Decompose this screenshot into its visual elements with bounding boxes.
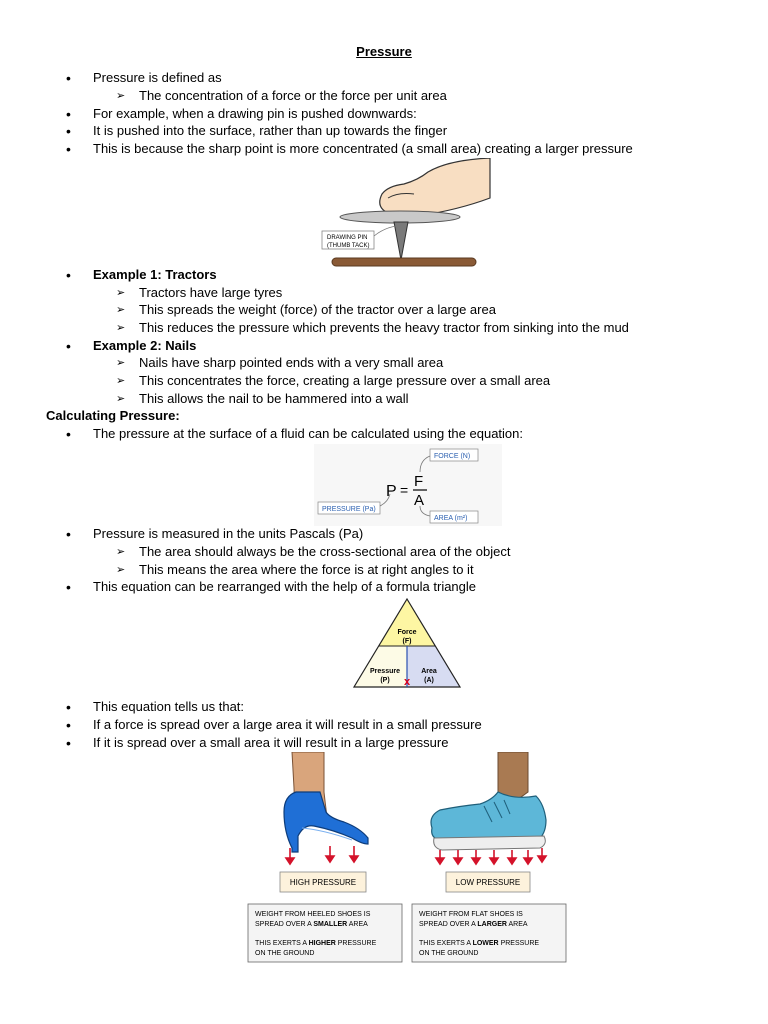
calc-equation-text: The pressure at the surface of a fluid can be calculated using the equation: [93,426,523,441]
left-box-line2: SPREAD OVER A SMALLER AREA [255,921,368,928]
arrow-bullet: ➢ [116,357,126,369]
left-box-line4: ON THE GROUND [255,950,315,957]
example1-item: This reduces the pressure which prevents the heavy tractor from sinking into the mud [139,320,629,335]
conclusion-small-area: If it is spread over a small area it will result in a large pressure [93,735,449,750]
arrow-bullet: ➢ [116,322,126,334]
right-box-line1: WEIGHT FROM FLAT SHOES IS [419,911,523,918]
formula-triangle [352,597,462,689]
triangle-area-symbol: (A) [424,677,434,684]
bullet: • [66,141,71,157]
calc-heading: Calculating Pressure: [46,408,180,423]
bullet: • [66,526,71,542]
triangle-pressure: Pressure [370,668,400,675]
arrow-bullet: ➢ [116,564,126,576]
units-text: Pressure is measured in the units Pascals (Pa) [93,526,364,541]
example1-heading: Example 1: Tractors [93,267,217,282]
bullet: • [66,426,71,442]
shoes-figure [244,752,570,966]
left-box-line3: THIS EXERTS A HIGHER PRESSURE [255,940,377,947]
conclusion-text: This equation tells us that: [93,699,245,714]
units-item: This means the area where the force is at right angles to it [139,562,474,577]
right-box-line2: SPREAD OVER A LARGER AREA [419,921,528,928]
right-box-line4: ON THE GROUND [419,950,479,957]
example2-item: This allows the nail to be hammered into a wall [139,391,409,406]
equation-figure [314,444,502,526]
intro-definition-detail: The concentration of a force or the force per unit area [139,88,447,103]
equation-a: A [414,492,425,509]
right-box-line3: THIS EXERTS A LOWER PRESSURE [419,940,540,947]
arrow-bullet: ➢ [116,304,126,316]
bullet: • [66,267,71,283]
triangle-area: Area [421,668,437,675]
bullet: • [66,106,71,122]
example2-item: Nails have sharp pointed ends with a very small area [139,355,444,370]
bullet: • [66,123,71,139]
example1-item: This spreads the weight (force) of the tractor over a large area [139,302,496,317]
equation-p: P [386,483,397,500]
triangle-force: Force [397,629,417,636]
area-label: AREA (m²) [434,515,468,522]
triangle-multiply: x [403,676,411,688]
rearrange-text: This equation can be rearranged with the help of a formula triangle [93,579,477,594]
units-item: The area should always be the cross-sectional area of the object [139,544,511,559]
bullet: • [66,699,71,715]
low-pressure-label: LOW PRESSURE [455,878,521,887]
arrow-bullet: ➢ [116,90,126,102]
intro-example: For example, when a drawing pin is pushed downwards: [93,106,417,121]
bullet: • [66,579,71,595]
pin-label-line1: DRAWING PIN [327,235,368,241]
example1-item: Tractors have large tyres [139,285,283,300]
pin-label-line2: (THUMB TACK) [327,243,370,249]
example2-item: This concentrates the force, creating a large pressure over a small area [139,373,551,388]
bullet: • [66,70,71,86]
conclusion-large-area: If a force is spread over a large area it will result in a small pressure [93,717,482,732]
force-label: FORCE (N) [434,453,471,460]
arrow-bullet: ➢ [116,375,126,387]
equation-equals: = [400,482,409,498]
intro-because: This is because the sharp point is more concentrated (a small area) creating a larger pressure [93,141,633,156]
triangle-pressure-symbol: (P) [380,677,390,684]
arrow-bullet: ➢ [116,287,126,299]
left-box-line1: WEIGHT FROM HEELED SHOES IS [255,911,371,918]
page-title: Pressure [356,44,412,59]
arrow-bullet: ➢ [116,393,126,405]
triangle-force-symbol: (F) [402,638,412,645]
intro-definition: Pressure is defined as [93,70,222,85]
bullet: • [66,735,71,751]
example2-heading: Example 2: Nails [93,338,197,353]
pressure-label: PRESSURE (Pa) [322,506,376,513]
arrow-bullet: ➢ [116,546,126,558]
bullet: • [66,338,71,354]
high-pressure-label: HIGH PRESSURE [289,878,357,887]
drawing-pin-figure [318,158,496,270]
intro-pushed: It is pushed into the surface, rather than up towards the finger [93,123,448,138]
bullet: • [66,717,71,733]
equation-f: F [414,473,424,490]
